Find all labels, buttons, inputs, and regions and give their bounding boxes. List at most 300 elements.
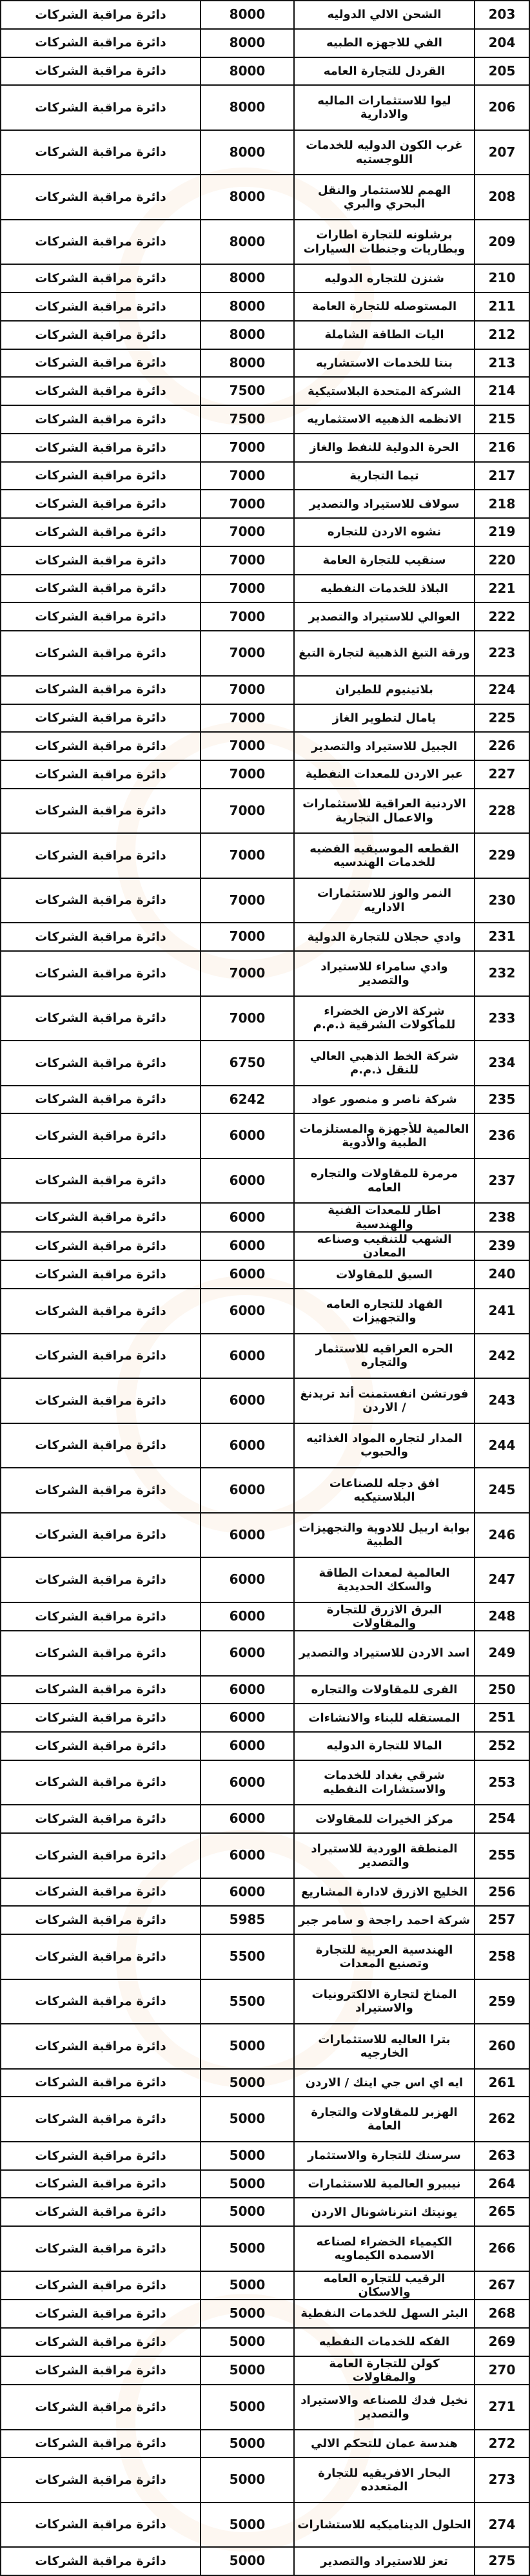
company-name-cell: اطار للمعدات الفنية والهندسية [294, 1203, 475, 1231]
amount-cell: 7000 [201, 602, 294, 631]
table-row [1, 1833, 529, 1878]
row-number-cell: 261 [475, 2069, 529, 2097]
dept-cell: دائرة مراقبة الشركات [1, 85, 201, 130]
dept-cell: دائرة مراقبة الشركات [1, 1, 201, 29]
amount-cell: 7000 [201, 833, 294, 878]
table-row [1, 377, 529, 405]
dept-cell: دائرة مراقبة الشركات [1, 2226, 201, 2271]
table-row [1, 1878, 529, 1907]
table-row [1, 704, 529, 733]
table-row [1, 2457, 529, 2503]
company-name-cell: البحار الافريقيه للتجارة المتعدده [294, 2457, 475, 2503]
company-name-cell: ورقة التبغ الذهبية لتجارة التبغ [294, 631, 475, 676]
row-number-cell: 268 [475, 2300, 529, 2328]
company-name-cell: ليوا للاستثمارات الماليه والادارية [294, 85, 475, 130]
amount-cell: 7000 [201, 518, 294, 546]
company-name-cell: الجبيل للاستيراد والتصدير [294, 732, 475, 760]
company-name-cell: اسد الاردن للاستيراد والتصدير [294, 1631, 475, 1676]
company-name-cell: الخليج الازرق لادارة المشاريع [294, 1878, 475, 1907]
table-row [1, 2328, 529, 2356]
amount-cell: 5000 [201, 2097, 294, 2142]
amount-cell: 6000 [201, 1631, 294, 1676]
dept-cell: دائرة مراقبة الشركات [1, 1602, 201, 1631]
table-row [1, 85, 529, 130]
row-number-cell: 250 [475, 1676, 529, 1704]
company-name-cell: الفرى للمقاولات والتجاره [294, 1676, 475, 1704]
amount-cell: 5000 [201, 2385, 294, 2430]
amount-cell: 5985 [201, 1906, 294, 1934]
amount-cell: 6000 [201, 1833, 294, 1878]
dept-cell: دائرة مراقبة الشركات [1, 833, 201, 878]
table-row [1, 434, 529, 462]
dept-cell: دائرة مراقبة الشركات [1, 1833, 201, 1878]
dept-cell: دائرة مراقبة الشركات [1, 2457, 201, 2503]
table-row [1, 1805, 529, 1833]
table-row [1, 2097, 529, 2142]
company-name-cell: شركة احمد راجحة و سامر جبر [294, 1906, 475, 1934]
table-row [1, 29, 529, 57]
dept-cell: دائرة مراقبة الشركات [1, 57, 201, 86]
dept-cell: دائرة مراقبة الشركات [1, 220, 201, 265]
row-number-cell: 230 [475, 878, 529, 923]
row-number-cell: 269 [475, 2328, 529, 2356]
company-name-cell: العوالي للاستيراد والتصدير [294, 602, 475, 631]
dept-cell: دائرة مراقبة الشركات [1, 1513, 201, 1558]
table-row [1, 1, 529, 29]
dept-cell: دائرة مراقبة الشركات [1, 2503, 201, 2548]
row-number-cell: 220 [475, 546, 529, 575]
dept-cell: دائرة مراقبة الشركات [1, 1378, 201, 1423]
dept-cell: دائرة مراقبة الشركات [1, 704, 201, 733]
amount-cell: 6242 [201, 1086, 294, 1114]
table-row [1, 1260, 529, 1289]
table-row [1, 1906, 529, 1934]
company-name-cell: الفكه للخدمات النفطيه [294, 2328, 475, 2356]
row-number-cell: 218 [475, 490, 529, 518]
dept-cell: دائرة مراقبة الشركات [1, 1732, 201, 1760]
amount-cell: 7000 [201, 631, 294, 676]
dept-cell: دائرة مراقبة الشركات [1, 2198, 201, 2226]
dept-cell: دائرة مراقبة الشركات [1, 1760, 201, 1805]
dept-cell: دائرة مراقبة الشركات [1, 631, 201, 676]
table-row [1, 175, 529, 220]
table-row [1, 996, 529, 1041]
amount-cell: 6000 [201, 1513, 294, 1558]
table-row [1, 1760, 529, 1805]
amount-cell: 6000 [201, 1260, 294, 1289]
company-name-cell: سولاف للاستيراد والتصدير [294, 490, 475, 518]
table-row [1, 732, 529, 760]
row-number-cell: 255 [475, 1833, 529, 1878]
amount-cell: 5000 [201, 2198, 294, 2226]
amount-cell: 5000 [201, 2271, 294, 2300]
row-number-cell: 231 [475, 923, 529, 951]
company-name-cell: اليات الطاقة الشاملة [294, 321, 475, 349]
row-number-cell: 267 [475, 2271, 529, 2300]
amount-cell: 8000 [201, 29, 294, 57]
amount-cell: 6750 [201, 1041, 294, 1086]
table-row [1, 57, 529, 86]
company-name-cell: العالمية لمعدات الطاقة والسكك الحديدية [294, 1557, 475, 1602]
amount-cell: 5000 [201, 2069, 294, 2097]
company-name-cell: الهمم للاستثمار والنقل البحري والبري [294, 175, 475, 220]
companies-table-body [1, 1, 529, 2575]
dept-cell: دائرة مراقبة الشركات [1, 1906, 201, 1934]
company-name-cell: فورتشن انفستمنت أند تريدنغ / الاردن [294, 1378, 475, 1423]
company-name-cell: سنقيب للتجارة العامة [294, 546, 475, 575]
amount-cell: 6000 [201, 1732, 294, 1760]
row-number-cell: 221 [475, 575, 529, 603]
table-row [1, 676, 529, 704]
row-number-cell: 203 [475, 1, 529, 29]
table-row [1, 789, 529, 834]
table-row [1, 293, 529, 321]
amount-cell: 8000 [201, 85, 294, 130]
dept-cell: دائرة مراقبة الشركات [1, 2385, 201, 2430]
company-name-cell: نخيل فدك للصناعه والاستيراد والتصدير [294, 2385, 475, 2430]
row-number-cell: 205 [475, 57, 529, 86]
company-name-cell: بنتا للخدمات الاستشاريه [294, 349, 475, 378]
dept-cell: دائرة مراقبة الشركات [1, 434, 201, 462]
company-name-cell: يونيتك انترناشونال الاردن [294, 2198, 475, 2226]
amount-cell: 5000 [201, 2457, 294, 2503]
amount-cell: 5000 [201, 2430, 294, 2458]
company-name-cell: نشوه الاردن للتجاره [294, 518, 475, 546]
row-number-cell: 226 [475, 732, 529, 760]
company-name-cell: غرب الكون الدوليه للخدمات اللوجستيه [294, 130, 475, 175]
company-name-cell: افق دجله للصناعات البلاستيكيه [294, 1468, 475, 1513]
row-number-cell: 240 [475, 1260, 529, 1289]
dept-cell: دائرة مراقبة الشركات [1, 789, 201, 834]
dept-cell: دائرة مراقبة الشركات [1, 602, 201, 631]
table-row [1, 1041, 529, 1086]
table-row [1, 518, 529, 546]
dept-cell: دائرة مراقبة الشركات [1, 2300, 201, 2328]
company-name-cell: مركز الخيرات للمقاولات [294, 1805, 475, 1833]
table-row [1, 1602, 529, 1631]
table-row [1, 631, 529, 676]
amount-cell: 7000 [201, 490, 294, 518]
row-number-cell: 273 [475, 2457, 529, 2503]
company-name-cell: عبر الاردن للمعدات النفطية [294, 760, 475, 789]
table-row [1, 220, 529, 265]
company-name-cell: الحرة الدولية للنفط والغاز [294, 434, 475, 462]
table-row [1, 264, 529, 293]
amount-cell: 7000 [201, 951, 294, 996]
row-number-cell: 239 [475, 1232, 529, 1260]
dept-cell: دائرة مراقبة الشركات [1, 2069, 201, 2097]
company-name-cell: الهزبر للمقاولات والتجارة العامة [294, 2097, 475, 2142]
row-number-cell: 253 [475, 1760, 529, 1805]
row-number-cell: 252 [475, 1732, 529, 1760]
company-name-cell: تعز للاستيراد والتصدير [294, 2547, 475, 2575]
table-row [1, 1423, 529, 1468]
row-number-cell: 275 [475, 2547, 529, 2575]
row-number-cell: 210 [475, 264, 529, 293]
amount-cell: 6000 [201, 1805, 294, 1833]
row-number-cell: 214 [475, 377, 529, 405]
company-name-cell: الاردنية العراقية للاستثمارات والاعمال التجارية [294, 789, 475, 834]
amount-cell: 7000 [201, 732, 294, 760]
row-number-cell: 237 [475, 1158, 529, 1204]
row-number-cell: 222 [475, 602, 529, 631]
amount-cell: 7000 [201, 462, 294, 490]
row-number-cell: 204 [475, 29, 529, 57]
dept-cell: دائرة مراقبة الشركات [1, 1289, 201, 1334]
row-number-cell: 241 [475, 1289, 529, 1334]
company-name-cell: الكيمياء الخضراء لصناعه الاسمده الكيماويه [294, 2226, 475, 2271]
amount-cell: 7000 [201, 878, 294, 923]
amount-cell: 5000 [201, 2547, 294, 2575]
dept-cell: دائرة مراقبة الشركات [1, 1934, 201, 1979]
dept-cell: دائرة مراقبة الشركات [1, 130, 201, 175]
table-row [1, 2300, 529, 2328]
company-name-cell: الرقيب للتجاره العامه والاسكان [294, 2271, 475, 2300]
dept-cell: دائرة مراقبة الشركات [1, 2547, 201, 2575]
dept-cell: دائرة مراقبة الشركات [1, 29, 201, 57]
table-row [1, 1232, 529, 1260]
amount-cell: 6000 [201, 1158, 294, 1204]
amount-cell: 6000 [201, 1760, 294, 1805]
amount-cell: 5500 [201, 1979, 294, 2024]
amount-cell: 5000 [201, 2356, 294, 2385]
table-row [1, 1631, 529, 1676]
company-name-cell: القردل للتجارة العامه [294, 57, 475, 86]
amount-cell: 7500 [201, 377, 294, 405]
dept-cell: دائرة مراقبة الشركات [1, 2142, 201, 2170]
row-number-cell: 271 [475, 2385, 529, 2430]
dept-cell: دائرة مراقبة الشركات [1, 175, 201, 220]
amount-cell: 6000 [201, 1557, 294, 1602]
row-number-cell: 207 [475, 130, 529, 175]
dept-cell: دائرة مراقبة الشركات [1, 518, 201, 546]
company-name-cell: شرقي بغداد للخدمات والاستشارات النفطيه [294, 1760, 475, 1805]
row-number-cell: 244 [475, 1423, 529, 1468]
table-row [1, 405, 529, 434]
company-name-cell: شركة ناصر و منصور عواد [294, 1086, 475, 1114]
company-name-cell: البئر السهل للخدمات النفطية [294, 2300, 475, 2328]
row-number-cell: 248 [475, 1602, 529, 1631]
amount-cell: 7000 [201, 704, 294, 733]
company-name-cell: شركة الخط الذهبي العالي للنقل ذ.م.م [294, 1041, 475, 1086]
row-number-cell: 215 [475, 405, 529, 434]
dept-cell: دائرة مراقبة الشركات [1, 2097, 201, 2142]
row-number-cell: 236 [475, 1113, 529, 1158]
amount-cell: 6000 [201, 1289, 294, 1334]
company-name-cell: الشركة المتحدة البلاستيكية [294, 377, 475, 405]
table-row [1, 546, 529, 575]
company-name-cell: السيق للمقاولات [294, 1260, 475, 1289]
row-number-cell: 208 [475, 175, 529, 220]
table-row [1, 490, 529, 518]
amount-cell: 6000 [201, 1704, 294, 1732]
amount-cell: 7000 [201, 923, 294, 951]
table-row [1, 1378, 529, 1423]
dept-cell: دائرة مراقبة الشركات [1, 951, 201, 996]
table-row [1, 951, 529, 996]
company-name-cell: وادي سامراء للاستيراد والتصدير [294, 951, 475, 996]
row-number-cell: 224 [475, 676, 529, 704]
company-name-cell: تيما التجارية [294, 462, 475, 490]
row-number-cell: 263 [475, 2142, 529, 2170]
dept-cell: دائرة مراقبة الشركات [1, 1557, 201, 1602]
company-name-cell: المناخ لتجارة الالكترونيات والاستيراد [294, 1979, 475, 2024]
amount-cell: 5000 [201, 2142, 294, 2170]
dept-cell: دائرة مراقبة الشركات [1, 923, 201, 951]
company-name-cell: المنطقة الوردية للاستيراد والتصدير [294, 1833, 475, 1878]
table-row [1, 1468, 529, 1513]
table-row [1, 1979, 529, 2024]
amount-cell: 8000 [201, 220, 294, 265]
dept-cell: دائرة مراقبة الشركات [1, 1468, 201, 1513]
row-number-cell: 216 [475, 434, 529, 462]
row-number-cell: 270 [475, 2356, 529, 2385]
table-row [1, 2069, 529, 2097]
table-row [1, 1334, 529, 1379]
row-number-cell: 254 [475, 1805, 529, 1833]
row-number-cell: 227 [475, 760, 529, 789]
table-row [1, 1704, 529, 1732]
company-name-cell: الحره العراقيه للاستثمار والتجاره [294, 1334, 475, 1379]
dept-cell: دائرة مراقبة الشركات [1, 2170, 201, 2198]
row-number-cell: 217 [475, 462, 529, 490]
amount-cell: 6000 [201, 1232, 294, 1260]
row-number-cell: 260 [475, 2024, 529, 2069]
amount-cell: 7000 [201, 434, 294, 462]
dept-cell: دائرة مراقبة الشركات [1, 2328, 201, 2356]
company-name-cell: البرق الازرق للتجارة والمقاولات [294, 1602, 475, 1631]
row-number-cell: 223 [475, 631, 529, 676]
amount-cell: 6000 [201, 1676, 294, 1704]
amount-cell: 6000 [201, 1334, 294, 1379]
company-name-cell: وادي حجلان للتجارة الدولية [294, 923, 475, 951]
table-row [1, 462, 529, 490]
row-number-cell: 259 [475, 1979, 529, 2024]
dept-cell: دائرة مراقبة الشركات [1, 293, 201, 321]
table-row [1, 923, 529, 951]
dept-cell: دائرة مراقبة الشركات [1, 1232, 201, 1260]
company-name-cell: بترا العاليه للاستثمارات الخارجيه [294, 2024, 475, 2069]
dept-cell: دائرة مراقبة الشركات [1, 377, 201, 405]
table-row [1, 2503, 529, 2548]
amount-cell: 8000 [201, 264, 294, 293]
table-row [1, 878, 529, 923]
amount-cell: 7000 [201, 546, 294, 575]
amount-cell: 5500 [201, 1934, 294, 1979]
dept-cell: دائرة مراقبة الشركات [1, 1334, 201, 1379]
amount-cell: 8000 [201, 321, 294, 349]
row-number-cell: 212 [475, 321, 529, 349]
company-name-cell: كولن للتجارة العامة والمقاولات [294, 2356, 475, 2385]
row-number-cell: 251 [475, 1704, 529, 1732]
row-number-cell: 262 [475, 2097, 529, 2142]
company-name-cell: سرسنك للتجارة والاستثمار [294, 2142, 475, 2170]
dept-cell: دائرة مراقبة الشركات [1, 996, 201, 1041]
dept-cell: دائرة مراقبة الشركات [1, 2356, 201, 2385]
amount-cell: 6000 [201, 1602, 294, 1631]
row-number-cell: 272 [475, 2430, 529, 2458]
row-number-cell: 243 [475, 1378, 529, 1423]
amount-cell: 6000 [201, 1423, 294, 1468]
row-number-cell: 225 [475, 704, 529, 733]
company-name-cell: النمر والوز للاستثمارات الاداريه [294, 878, 475, 923]
table-row [1, 760, 529, 789]
dept-cell: دائرة مراقبة الشركات [1, 462, 201, 490]
row-number-cell: 213 [475, 349, 529, 378]
row-number-cell: 219 [475, 518, 529, 546]
company-name-cell: الفي للاجهزه الطبيه [294, 29, 475, 57]
row-number-cell: 274 [475, 2503, 529, 2548]
table-row [1, 2356, 529, 2385]
table-row [1, 602, 529, 631]
dept-cell: دائرة مراقبة الشركات [1, 490, 201, 518]
amount-cell: 6000 [201, 1113, 294, 1158]
company-name-cell: المالا للتجارة الدوليه [294, 1732, 475, 1760]
amount-cell: 6000 [201, 1468, 294, 1513]
amount-cell: 7000 [201, 575, 294, 603]
company-name-cell: القطعه الموسيقيه الفضيه للخدمات الهندسيه [294, 833, 475, 878]
amount-cell: 8000 [201, 130, 294, 175]
dept-cell: دائرة مراقبة الشركات [1, 1631, 201, 1676]
table-row [1, 1158, 529, 1204]
dept-cell: دائرة مراقبة الشركات [1, 676, 201, 704]
dept-cell: دائرة مراقبة الشركات [1, 405, 201, 434]
amount-cell: 8000 [201, 293, 294, 321]
dept-cell: دائرة مراقبة الشركات [1, 1158, 201, 1204]
table-row [1, 1113, 529, 1158]
dept-cell: دائرة مراقبة الشركات [1, 264, 201, 293]
table-row [1, 1289, 529, 1334]
dept-cell: دائرة مراقبة الشركات [1, 1805, 201, 1833]
amount-cell: 6000 [201, 1878, 294, 1907]
dept-cell: دائرة مراقبة الشركات [1, 878, 201, 923]
amount-cell: 8000 [201, 57, 294, 86]
amount-cell: 5000 [201, 2328, 294, 2356]
dept-cell: دائرة مراقبة الشركات [1, 2024, 201, 2069]
row-number-cell: 249 [475, 1631, 529, 1676]
dept-cell: دائرة مراقبة الشركات [1, 1086, 201, 1114]
company-name-cell: شركة الارض الخضراء للمأكولات الشرقية ذ.م.م [294, 996, 475, 1041]
row-number-cell: 246 [475, 1513, 529, 1558]
amount-cell: 8000 [201, 175, 294, 220]
dept-cell: دائرة مراقبة الشركات [1, 1260, 201, 1289]
table-row [1, 2271, 529, 2300]
amount-cell: 7000 [201, 760, 294, 789]
company-name-cell: البلاذ للخدمات النفطيه [294, 575, 475, 603]
amount-cell: 5000 [201, 2024, 294, 2069]
table-row [1, 1203, 529, 1231]
amount-cell: 5000 [201, 2503, 294, 2548]
amount-cell: 6000 [201, 1203, 294, 1231]
row-number-cell: 245 [475, 1468, 529, 1513]
company-name-cell: ايه اي اس جي اينك / الاردن [294, 2069, 475, 2097]
table-row [1, 2547, 529, 2575]
row-number-cell: 209 [475, 220, 529, 265]
table-row [1, 2226, 529, 2271]
row-number-cell: 257 [475, 1906, 529, 1934]
company-name-cell: الفهاد للتجاره العامه والتجهيزات [294, 1289, 475, 1334]
row-number-cell: 247 [475, 1557, 529, 1602]
dept-cell: دائرة مراقبة الشركات [1, 760, 201, 789]
amount-cell: 5000 [201, 2226, 294, 2271]
dept-cell: دائرة مراقبة الشركات [1, 1979, 201, 2024]
row-number-cell: 234 [475, 1041, 529, 1086]
dept-cell: دائرة مراقبة الشركات [1, 2271, 201, 2300]
table-row [1, 2198, 529, 2226]
table-row [1, 2430, 529, 2458]
amount-cell: 7000 [201, 996, 294, 1041]
dept-cell: دائرة مراقبة الشركات [1, 321, 201, 349]
